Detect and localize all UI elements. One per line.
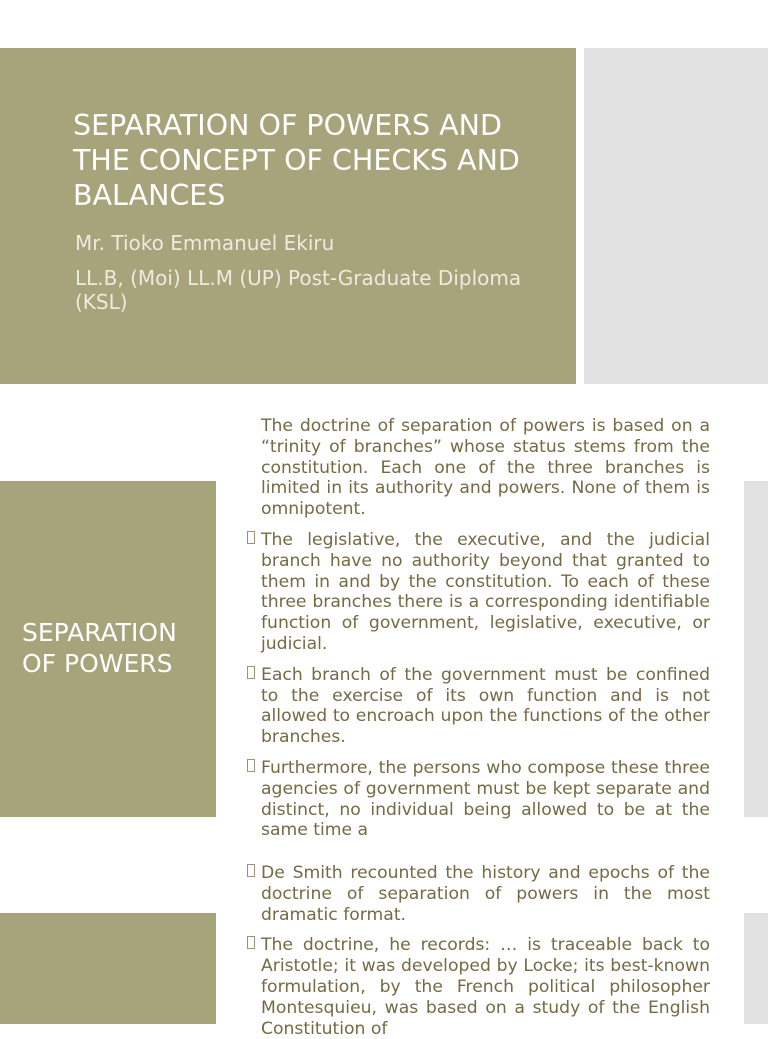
list-item: De Smith recounted the history and epochs of the doctrine of separation of powers in the most dramatic format. <box>240 863 710 925</box>
title-slide-panel <box>0 48 576 384</box>
bullet-icon <box>247 666 255 679</box>
intro-paragraph: The doctrine of separation of powers is based on a “trinity of branches” whose status stems from the constitution. Each one of the three branches is limited in its authority and powers. None of them is omnipotent. <box>261 416 710 520</box>
bullet-icon <box>247 936 255 949</box>
bullet-icon <box>247 531 255 544</box>
section-title: SEPARATION OF POWERS <box>22 618 177 678</box>
title-slide-accent <box>584 48 768 384</box>
list-item: Furthermore, the persons who compose these three agencies of government must be kept separate and distinct, no individual being allowed to be at the same time a <box>240 758 710 841</box>
presentation-title: SEPARATION OF POWERS AND THE CONCEPT OF CHECKS AND BALANCES <box>73 109 520 212</box>
slide-body-text <box>240 416 710 866</box>
list-item: The doctrine, he records: … is traceable back to Aristotle; it was developed by Locke; its best-known formulation, by the French political philosopher Montesquieu, was based on a study of the English Constitution of <box>240 935 710 1039</box>
slide-body-text <box>240 863 710 1039</box>
author-credentials: LL.B, (Moi) LL.M (UP) Post-Graduate Diploma (KSL) <box>75 266 522 314</box>
next-slide-panel <box>0 913 216 1024</box>
bullet-icon <box>247 864 255 877</box>
list-item: Each branch of the government must be confined to the exercise of its own function and is not allowed to encroach upon the functions of the other branches. <box>240 665 710 748</box>
list-item: The legislative, the executive, and the judicial branch have no authority beyond that granted to them in and by the constitution. To each of these three branches there is a corresponding identifiable function of government, legislative, executive, or judicial. <box>240 530 710 655</box>
bullet-icon <box>247 759 255 772</box>
next-slide-accent <box>744 913 768 1024</box>
author-name: Mr. Tioko Emmanuel Ekiru <box>75 231 335 255</box>
section-accent <box>744 481 768 817</box>
